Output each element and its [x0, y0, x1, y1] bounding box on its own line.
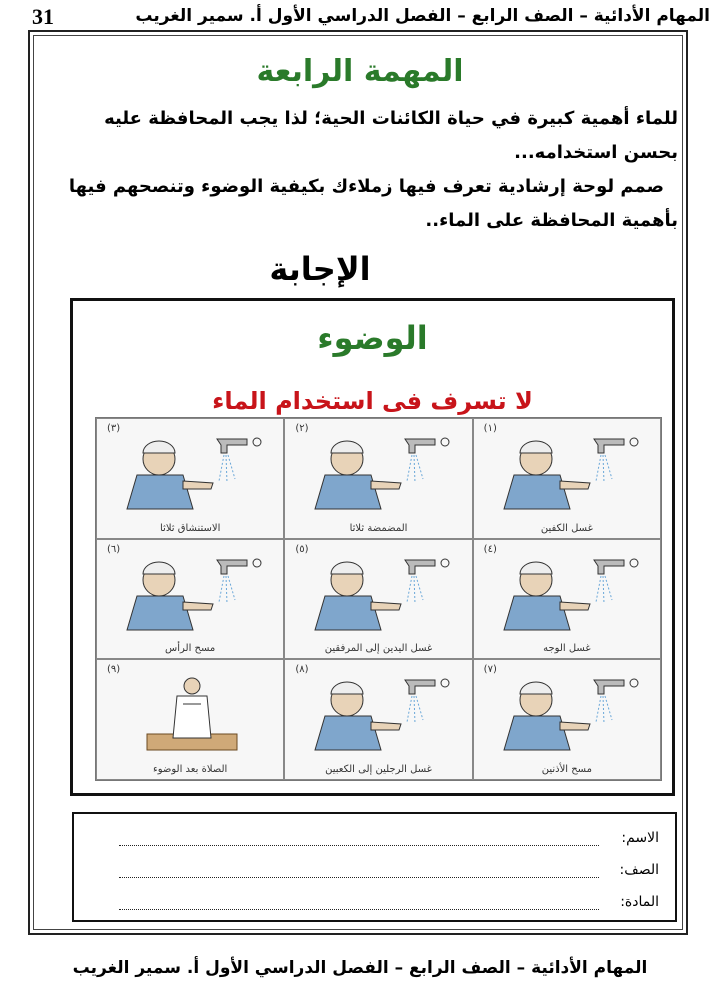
name-label: الاسم: — [621, 830, 659, 846]
step-number: (٧) — [483, 664, 497, 676]
subject-field[interactable] — [119, 895, 599, 910]
step-number: (٩) — [107, 664, 121, 676]
step-caption: مسح الأذنين — [541, 763, 592, 775]
step-caption: غسل اليدين إلى المرفقين — [324, 643, 433, 655]
subject-label: المادة: — [620, 894, 659, 910]
page-header — [0, 4, 720, 30]
step-cell — [96, 659, 284, 780]
step-cell — [284, 659, 472, 780]
step-number: (١) — [483, 423, 497, 434]
wudu-illustration-icon — [285, 540, 472, 640]
step-cell — [284, 539, 472, 660]
step-cell — [473, 539, 661, 660]
class-label: الصف: — [619, 862, 659, 878]
step-number: (٨) — [295, 664, 309, 676]
wudu-illustration-icon — [285, 660, 472, 760]
task-title: المهمة الرابعة — [256, 54, 464, 89]
step-number: (٣) — [107, 423, 121, 434]
wudu-illustration-icon — [474, 419, 661, 519]
step-number: (٤) — [483, 543, 497, 555]
step-caption: غسل الرجلين إلى الكعبين — [325, 763, 432, 775]
subject-row — [99, 894, 659, 914]
wudu-illustration-icon — [97, 660, 284, 760]
task-line-2: بحسن استخدامه... — [514, 142, 678, 163]
step-caption: غسل الوجه — [543, 643, 591, 655]
page-number: 31 — [32, 4, 54, 29]
wudu-illustration-icon — [285, 419, 472, 519]
wudu-illustration-icon — [97, 419, 284, 519]
answer-title: الإجابة — [269, 250, 371, 288]
step-caption: الصلاة بعد الوضوء — [153, 763, 228, 775]
task-line-4: بأهمية المحافظة على الماء.. — [425, 210, 678, 231]
header-text: المهام الأدائية – الصف الرابع – الفصل الدراسي الأول أ. سمير الغريب — [135, 6, 710, 26]
page-footer: المهام الأدائية – الصف الرابع – الفصل الدراسي الأول أ. سمير الغريب — [72, 958, 648, 978]
task-line-1: للماء أهمية كبيرة في حياة الكائنات الحية؛ لذا يجب المحافظة عليه — [104, 108, 678, 129]
step-caption: الاستنشاق ثلاثا — [159, 522, 221, 534]
student-info-form — [72, 812, 677, 922]
name-row — [99, 830, 659, 850]
step-caption: مسح الرأس — [165, 643, 216, 655]
task-description — [38, 102, 678, 238]
step-cell — [96, 418, 284, 539]
step-number: (٦) — [107, 543, 121, 555]
steps-grid — [95, 417, 662, 781]
step-cell — [473, 418, 661, 539]
wudu-illustration-icon — [474, 540, 661, 640]
class-field[interactable] — [119, 863, 599, 878]
task-line-3: صمم لوحة إرشادية تعرف فيها زملاءك بكيفية الوضوء وتنصحهم فيها — [68, 176, 664, 197]
step-cell — [96, 539, 284, 660]
wudu-poster — [70, 298, 675, 796]
class-row — [99, 862, 659, 882]
step-caption: المضمضة ثلاثا — [349, 522, 408, 534]
step-number: (٥) — [295, 543, 309, 555]
step-cell — [284, 418, 472, 539]
name-field[interactable] — [119, 831, 599, 846]
step-number: (٢) — [295, 423, 309, 434]
poster-title: الوضوء — [317, 319, 428, 357]
wudu-illustration-icon — [474, 660, 661, 760]
step-caption: غسل الكفين — [540, 522, 593, 534]
wudu-illustration-icon — [97, 540, 284, 640]
poster-subtitle: لا تسرف فى استخدام الماء — [212, 387, 533, 415]
step-cell — [473, 659, 661, 780]
